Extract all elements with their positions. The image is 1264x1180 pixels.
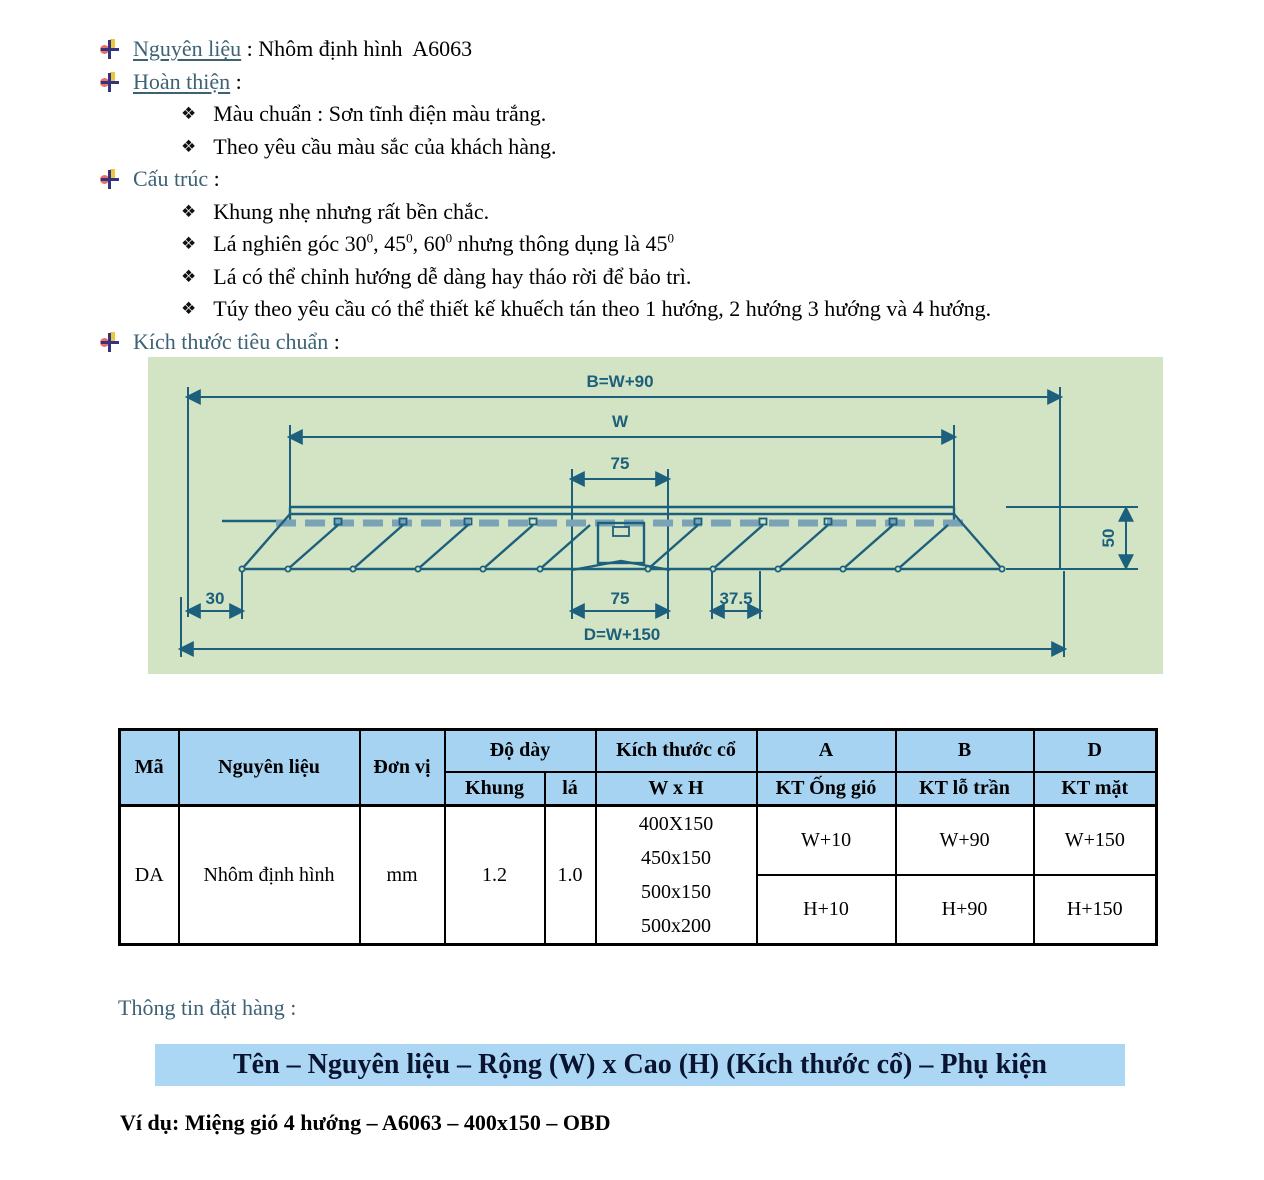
dim-label-30: 30 bbox=[205, 589, 225, 608]
bullet-arrow-icon bbox=[100, 332, 120, 352]
dim-label-50: 50 bbox=[1099, 528, 1118, 548]
spec-bullet-list bbox=[0, 33, 1264, 358]
diamond-bullet-icon: ❖ bbox=[181, 234, 197, 255]
size-option: 450x150 bbox=[641, 847, 712, 869]
list-item-finish: Hoàn thiện : bbox=[0, 66, 1264, 99]
dimension-table bbox=[118, 728, 1158, 946]
order-example: Ví dụ: Miệng gió 4 hướng – A6063 – 400x150 – OBD bbox=[120, 1110, 611, 1135]
finish-detail-1: Màu chuẩn : Sơn tĩnh điện màu trắng. bbox=[213, 101, 547, 127]
diamond-bullet-icon: ❖ bbox=[181, 266, 197, 287]
diamond-bullet-icon: ❖ bbox=[181, 201, 197, 222]
bullet-arrow-icon bbox=[100, 72, 120, 92]
list-subitem bbox=[0, 228, 1264, 261]
cell-sizes bbox=[596, 806, 757, 945]
list-subitem bbox=[0, 131, 1264, 164]
order-info-heading: Thông tin đặt hàng : bbox=[118, 995, 297, 1020]
cell-la: 1.0 bbox=[545, 806, 596, 945]
list-item-material bbox=[0, 33, 1264, 66]
material-value: : Nhôm định hình A6063 bbox=[241, 36, 473, 62]
structure-detail-4: Túy theo yêu cầu có thể thiết kế khuếch tán theo 1 hướng, 2 hướng 3 hướng và 4 hướng. bbox=[213, 296, 992, 322]
col-header-kt-ong-gio: KT Ống gió bbox=[757, 772, 896, 806]
material-heading: Nguyên liệu bbox=[133, 36, 242, 62]
col-header-a: A bbox=[757, 730, 896, 772]
col-header-ma: Mã bbox=[120, 730, 179, 806]
structure-heading: Cấu trúc bbox=[133, 166, 209, 192]
list-item-standard-sizes: Kích thước tiêu chuẩn : bbox=[0, 326, 1264, 359]
col-header-don-vi: Đơn vị bbox=[360, 730, 445, 806]
finish-heading: Hoàn thiện bbox=[133, 68, 231, 94]
size-option: 400X150 bbox=[638, 813, 714, 835]
cell-b-height: H+90 bbox=[896, 875, 1034, 945]
col-header-kt-mat: KT mặt bbox=[1034, 772, 1157, 806]
dimension-d bbox=[181, 571, 1064, 657]
list-subitem bbox=[0, 98, 1264, 131]
cell-khung: 1.2 bbox=[445, 806, 545, 945]
list-subitem bbox=[0, 293, 1264, 326]
finish-detail-2: Theo yêu cầu màu sắc của khách hàng. bbox=[213, 133, 557, 159]
col-header-nguyen-lieu: Nguyên liệu bbox=[179, 730, 360, 806]
dim-label-b: B=W+90 bbox=[586, 372, 654, 391]
diamond-bullet-icon: ❖ bbox=[181, 136, 197, 157]
diamond-bullet-icon: ❖ bbox=[181, 299, 197, 320]
col-header-la: lá bbox=[545, 772, 596, 806]
bullet-arrow-icon bbox=[100, 169, 120, 189]
dimension-50 bbox=[1006, 507, 1138, 569]
cell-nguyen-lieu: Nhôm định hình bbox=[179, 806, 360, 945]
dim-label-37-5: 37.5 bbox=[719, 589, 753, 608]
col-header-b: B bbox=[896, 730, 1034, 772]
list-subitem bbox=[0, 261, 1264, 294]
bullet-arrow-icon bbox=[100, 39, 120, 59]
structure-detail-3: Lá có thể chỉnh hướng dễ dàng hay tháo rời để bảo trì. bbox=[213, 263, 692, 289]
diffuser-cross-section-diagram bbox=[148, 357, 1163, 674]
size-option: 500x200 bbox=[641, 915, 712, 937]
col-header-do-day: Độ dày bbox=[445, 730, 596, 772]
col-header-d: D bbox=[1034, 730, 1157, 772]
cell-a-height: H+10 bbox=[757, 875, 896, 945]
diamond-bullet-icon: ❖ bbox=[181, 104, 197, 125]
cell-b-width: W+90 bbox=[896, 806, 1034, 876]
cell-d-width: W+150 bbox=[1034, 806, 1157, 876]
size-option: 500x150 bbox=[641, 881, 712, 903]
dim-label-d: D=W+150 bbox=[583, 625, 661, 644]
col-header-wxh: W x H bbox=[596, 772, 757, 806]
table-row bbox=[120, 806, 1157, 876]
list-subitem bbox=[0, 196, 1264, 229]
dim-label-w: W bbox=[611, 412, 629, 431]
cell-d-height: H+150 bbox=[1034, 875, 1157, 945]
order-formula-highlight: Tên – Nguyên liệu – Rộng (W) x Cao (H) (Kích thước cổ) – Phụ kiện bbox=[155, 1044, 1125, 1086]
list-item-structure: Cấu trúc : bbox=[0, 163, 1264, 196]
cell-a-width: W+10 bbox=[757, 806, 896, 876]
cell-don-vi: mm bbox=[360, 806, 445, 945]
structure-detail-1: Khung nhẹ nhưng rất bền chắc. bbox=[213, 198, 490, 224]
structure-detail-2: Lá nghiên góc $30^0$, $45^0$, $60^0$ nhưng thông dụng là $45^0$ bbox=[213, 230, 675, 257]
dim-label-75-bottom: 75 bbox=[610, 589, 630, 608]
col-header-kt-lo-tran: KT lỗ trần bbox=[896, 772, 1034, 806]
diffuser-body bbox=[222, 507, 1005, 572]
dim-label-75-top: 75 bbox=[610, 454, 630, 473]
standard-sizes-heading: Kích thước tiêu chuẩn bbox=[133, 328, 329, 354]
col-header-kich-thuoc-co: Kích thước cổ bbox=[596, 730, 757, 772]
cell-ma: DA bbox=[120, 806, 179, 945]
col-header-khung: Khung bbox=[445, 772, 545, 806]
